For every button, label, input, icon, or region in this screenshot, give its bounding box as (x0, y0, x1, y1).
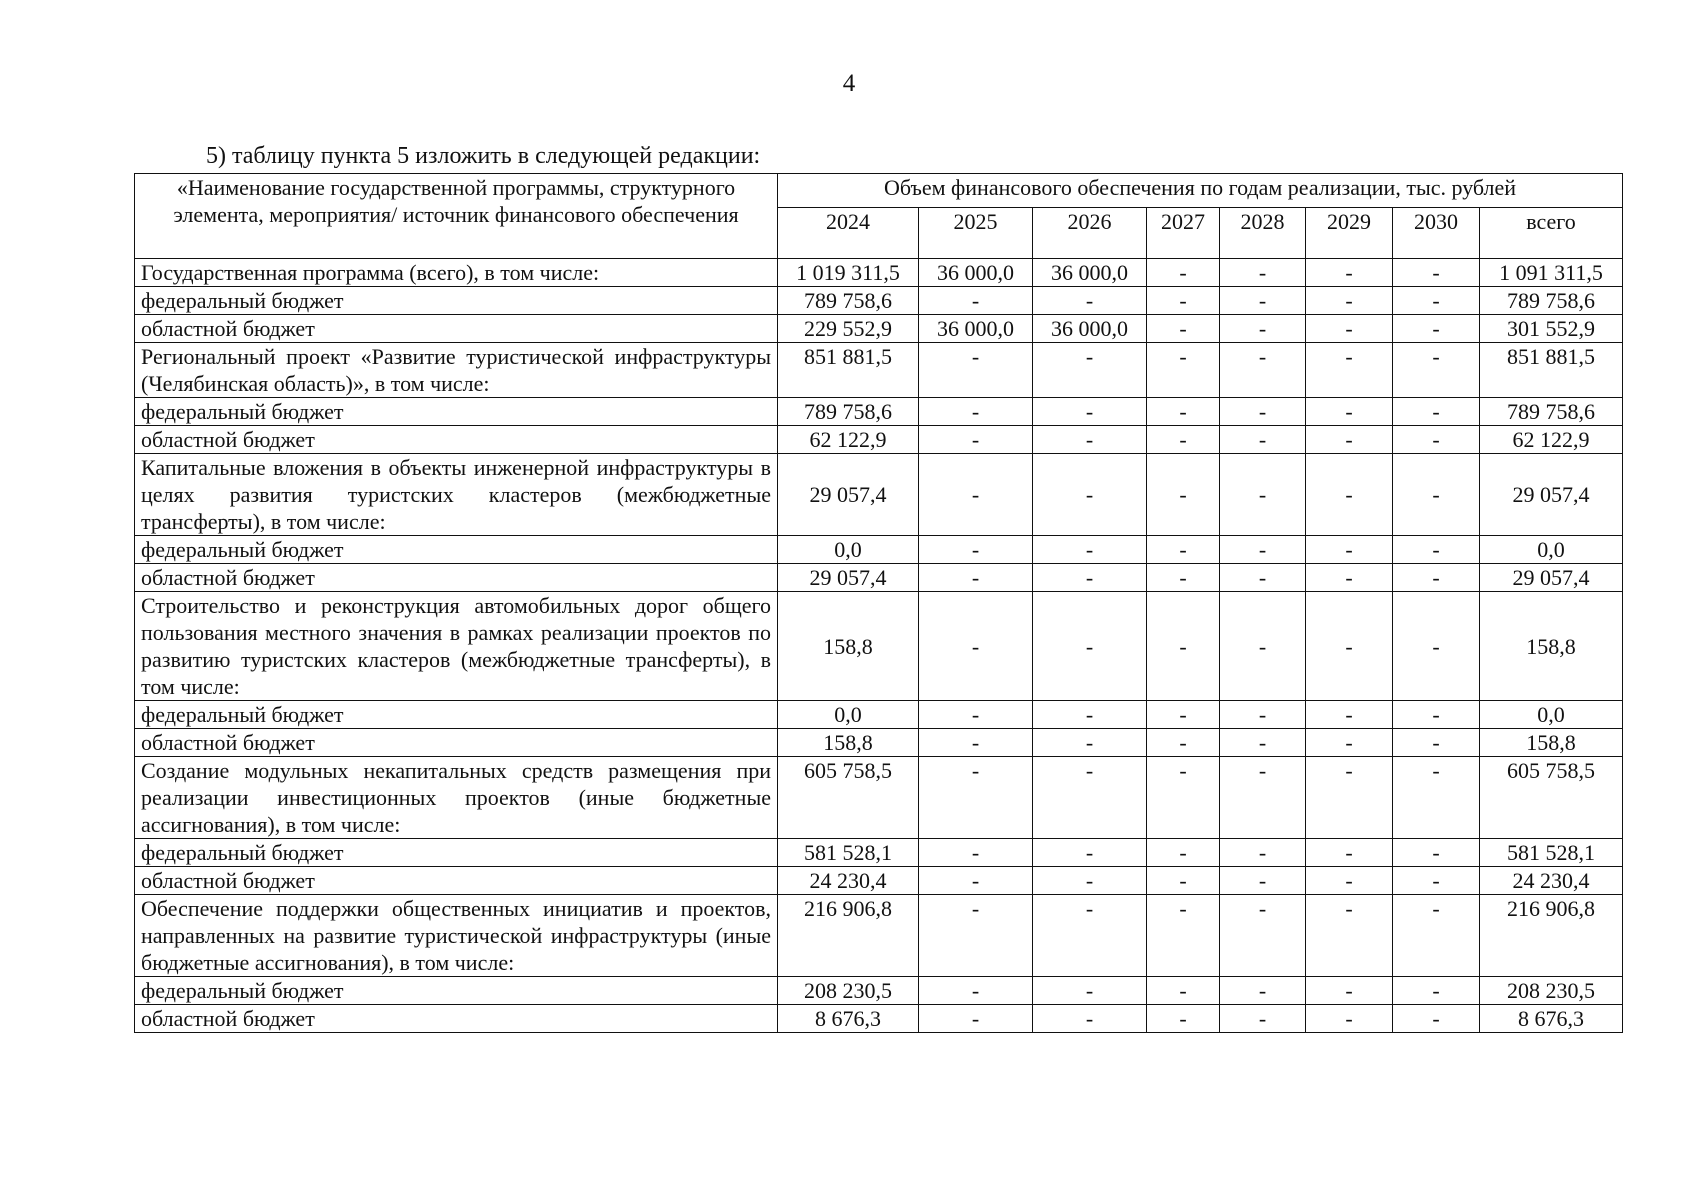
row-total-value: 789 758,6 (1480, 287, 1623, 315)
row-total-value: 208 230,5 (1480, 977, 1623, 1005)
row-name: областной бюджет (135, 426, 778, 454)
row-year-value: - (1147, 757, 1220, 839)
row-year-value: - (1220, 1005, 1306, 1033)
row-year-value: - (1393, 729, 1480, 757)
row-year-value: 36 000,0 (1033, 259, 1147, 287)
table-row (135, 536, 1623, 564)
row-year-value: - (1220, 592, 1306, 701)
table-row (135, 895, 1623, 977)
row-year-value: - (1220, 315, 1306, 343)
row-year-value: - (919, 867, 1033, 895)
row-year-value: - (1147, 895, 1220, 977)
row-year-value: 229 552,9 (778, 315, 919, 343)
row-total-value: 581 528,1 (1480, 839, 1623, 867)
row-year-value: - (1393, 867, 1480, 895)
row-name: Капитальные вложения в объекты инженерной инфраструктуры в целях развития туристских кластеров (межбюджетные трансферты), в том числе: (135, 454, 778, 536)
row-year-value: - (1306, 867, 1393, 895)
row-year-value: - (1306, 259, 1393, 287)
row-year-value: - (1306, 592, 1393, 701)
row-name: Создание модульных некапитальных средств размещения при реализации инвестиционных проектов (иные бюджетные ассигнования), в том числе: (135, 757, 778, 839)
row-year-value: - (1306, 426, 1393, 454)
intro-text: 5) таблицу пункта 5 изложить в следующей редакции: (206, 143, 761, 169)
page-number: 4 (842, 70, 856, 97)
header-year: 2025 (919, 208, 1033, 259)
row-total-value: 605 758,5 (1480, 757, 1623, 839)
row-year-value: - (1306, 701, 1393, 729)
row-year-value: - (1220, 867, 1306, 895)
row-year-value: - (1147, 259, 1220, 287)
row-year-value: - (1393, 592, 1480, 701)
row-name: федеральный бюджет (135, 287, 778, 315)
row-year-value: - (1033, 867, 1147, 895)
row-year-value: - (1033, 426, 1147, 454)
row-year-value: - (919, 343, 1033, 398)
row-year-value: - (919, 839, 1033, 867)
row-year-value: - (1033, 977, 1147, 1005)
row-year-value: 789 758,6 (778, 287, 919, 315)
row-name: областной бюджет (135, 867, 778, 895)
row-year-value: - (919, 536, 1033, 564)
row-year-value: 605 758,5 (778, 757, 919, 839)
row-year-value: - (1033, 701, 1147, 729)
row-year-value: - (1033, 1005, 1147, 1033)
header-year: 2028 (1220, 208, 1306, 259)
header-year: 2029 (1306, 208, 1393, 259)
row-year-value: - (1393, 701, 1480, 729)
header-total: всего (1480, 208, 1623, 259)
row-total-value: 851 881,5 (1480, 343, 1623, 398)
row-year-value: - (1306, 315, 1393, 343)
row-year-value: - (1147, 592, 1220, 701)
table-row (135, 315, 1623, 343)
row-name: областной бюджет (135, 729, 778, 757)
row-year-value: 36 000,0 (919, 315, 1033, 343)
row-year-value: - (1306, 343, 1393, 398)
row-year-value: - (1393, 315, 1480, 343)
row-year-value: 208 230,5 (778, 977, 919, 1005)
row-year-value: - (1393, 977, 1480, 1005)
header-year: 2024 (778, 208, 919, 259)
row-year-value: - (1033, 343, 1147, 398)
table-row (135, 977, 1623, 1005)
row-year-value: - (1147, 564, 1220, 592)
row-year-value: - (1306, 729, 1393, 757)
row-total-value: 62 122,9 (1480, 426, 1623, 454)
row-year-value: - (1306, 839, 1393, 867)
header-year: 2030 (1393, 208, 1480, 259)
row-name: федеральный бюджет (135, 977, 778, 1005)
row-year-value: - (1220, 977, 1306, 1005)
row-year-value: - (1147, 977, 1220, 1005)
row-year-value: - (1220, 564, 1306, 592)
row-year-value: - (1393, 1005, 1480, 1033)
table-row (135, 343, 1623, 398)
row-year-value: - (1220, 536, 1306, 564)
row-year-value: - (1033, 839, 1147, 867)
row-name: Государственная программа (всего), в том числе: (135, 259, 778, 287)
row-year-value: - (1220, 839, 1306, 867)
row-year-value: 0,0 (778, 536, 919, 564)
row-year-value: - (919, 977, 1033, 1005)
row-year-value: - (1033, 757, 1147, 839)
row-year-value: - (919, 398, 1033, 426)
table-row (135, 592, 1623, 701)
row-year-value: - (1147, 536, 1220, 564)
row-year-value: 29 057,4 (778, 564, 919, 592)
row-total-value: 1 091 311,5 (1480, 259, 1623, 287)
row-year-value: - (1306, 895, 1393, 977)
row-year-value: - (1033, 454, 1147, 536)
row-name: областной бюджет (135, 1005, 778, 1033)
row-total-value: 789 758,6 (1480, 398, 1623, 426)
row-year-value: - (1306, 564, 1393, 592)
row-year-value: - (1393, 454, 1480, 536)
row-year-value: - (1147, 287, 1220, 315)
header-year: 2026 (1033, 208, 1147, 259)
row-year-value: - (1220, 757, 1306, 839)
row-year-value: - (1147, 1005, 1220, 1033)
row-total-value: 158,8 (1480, 592, 1623, 701)
row-year-value: - (919, 287, 1033, 315)
row-year-value: - (1306, 398, 1393, 426)
row-name: федеральный бюджет (135, 398, 778, 426)
row-year-value: 62 122,9 (778, 426, 919, 454)
row-year-value: - (1306, 536, 1393, 564)
row-year-value: - (1147, 398, 1220, 426)
row-year-value: - (1220, 454, 1306, 536)
table-row (135, 564, 1623, 592)
row-year-value: 851 881,5 (778, 343, 919, 398)
table-row (135, 454, 1623, 536)
row-total-value: 158,8 (1480, 729, 1623, 757)
row-year-value: - (1220, 343, 1306, 398)
table-row (135, 1005, 1623, 1033)
row-year-value: - (1306, 287, 1393, 315)
row-name: федеральный бюджет (135, 839, 778, 867)
row-year-value: 36 000,0 (919, 259, 1033, 287)
row-year-value: 789 758,6 (778, 398, 919, 426)
row-year-value: - (1147, 343, 1220, 398)
table-row (135, 839, 1623, 867)
row-year-value: 0,0 (778, 701, 919, 729)
row-year-value: - (1220, 398, 1306, 426)
table-row (135, 287, 1623, 315)
row-total-value: 216 906,8 (1480, 895, 1623, 977)
row-year-value: - (1393, 398, 1480, 426)
row-year-value: - (919, 701, 1033, 729)
row-total-value: 29 057,4 (1480, 564, 1623, 592)
row-year-value: - (1220, 729, 1306, 757)
table-row (135, 398, 1623, 426)
row-name: областной бюджет (135, 564, 778, 592)
row-total-value: 301 552,9 (1480, 315, 1623, 343)
row-year-value: - (1147, 454, 1220, 536)
row-year-value: 158,8 (778, 729, 919, 757)
row-year-value: - (1393, 839, 1480, 867)
row-year-value: - (919, 1005, 1033, 1033)
row-year-value: - (1306, 757, 1393, 839)
row-name: областной бюджет (135, 315, 778, 343)
row-year-value: - (1033, 592, 1147, 701)
table-row (135, 867, 1623, 895)
row-year-value: - (919, 426, 1033, 454)
row-year-value: 8 676,3 (778, 1005, 919, 1033)
header-name-column: «Наименование государственной программы, структурного элемента, мероприятия/ источник финансового обеспечения (135, 174, 778, 259)
row-year-value: - (919, 757, 1033, 839)
row-name: Строительство и реконструкция автомобильных дорог общего пользования местного значения в рамках реализации проектов по развитию туристских кластеров (межбюджетные трансферты), в том числе: (135, 592, 778, 701)
row-name: федеральный бюджет (135, 701, 778, 729)
row-year-value: - (1393, 287, 1480, 315)
row-name: Региональный проект «Развитие туристической инфраструктуры (Челябинская область)», в том числе: (135, 343, 778, 398)
row-total-value: 24 230,4 (1480, 867, 1623, 895)
row-year-value: - (1393, 426, 1480, 454)
financing-table (134, 173, 1623, 1033)
row-year-value: - (1033, 398, 1147, 426)
table-row (135, 701, 1623, 729)
row-year-value: - (919, 564, 1033, 592)
row-year-value: - (1220, 287, 1306, 315)
row-year-value: - (1033, 564, 1147, 592)
row-year-value: - (1393, 536, 1480, 564)
row-year-value: - (1147, 867, 1220, 895)
header-funding-title: Объем финансового обеспечения по годам реализации, тыс. рублей (778, 174, 1623, 208)
table-body (135, 259, 1623, 1033)
table-row (135, 729, 1623, 757)
row-year-value: - (1220, 259, 1306, 287)
row-year-value: - (1306, 454, 1393, 536)
row-year-value: - (1033, 895, 1147, 977)
row-year-value: - (1147, 426, 1220, 454)
row-year-value: 216 906,8 (778, 895, 919, 977)
row-year-value: - (1393, 895, 1480, 977)
row-year-value: - (1306, 1005, 1393, 1033)
row-year-value: 36 000,0 (1033, 315, 1147, 343)
row-year-value: - (1147, 839, 1220, 867)
row-year-value: - (1033, 287, 1147, 315)
header-year: 2027 (1147, 208, 1220, 259)
row-year-value: 158,8 (778, 592, 919, 701)
row-year-value: 24 230,4 (778, 867, 919, 895)
row-year-value: - (1220, 426, 1306, 454)
row-year-value: - (1033, 729, 1147, 757)
row-year-value: - (919, 895, 1033, 977)
row-year-value: - (1393, 564, 1480, 592)
row-total-value: 29 057,4 (1480, 454, 1623, 536)
row-year-value: - (1393, 757, 1480, 839)
row-year-value: 581 528,1 (778, 839, 919, 867)
row-total-value: 8 676,3 (1480, 1005, 1623, 1033)
row-name: Обеспечение поддержки общественных инициатив и проектов, направленных на развитие туристической инфраструктуры (иные бюджетные ассигнования), в том числе: (135, 895, 778, 977)
row-year-value: - (919, 729, 1033, 757)
table-row (135, 259, 1623, 287)
row-year-value: - (1147, 315, 1220, 343)
row-name: федеральный бюджет (135, 536, 778, 564)
row-year-value: - (919, 454, 1033, 536)
table-row (135, 426, 1623, 454)
row-year-value: 1 019 311,5 (778, 259, 919, 287)
row-year-value: 29 057,4 (778, 454, 919, 536)
row-year-value: - (1393, 343, 1480, 398)
row-total-value: 0,0 (1480, 536, 1623, 564)
row-year-value: - (919, 592, 1033, 701)
row-total-value: 0,0 (1480, 701, 1623, 729)
row-year-value: - (1147, 701, 1220, 729)
row-year-value: - (1033, 536, 1147, 564)
row-year-value: - (1220, 895, 1306, 977)
row-year-value: - (1147, 729, 1220, 757)
row-year-value: - (1220, 701, 1306, 729)
row-year-value: - (1393, 259, 1480, 287)
row-year-value: - (1306, 977, 1393, 1005)
table-row (135, 757, 1623, 839)
